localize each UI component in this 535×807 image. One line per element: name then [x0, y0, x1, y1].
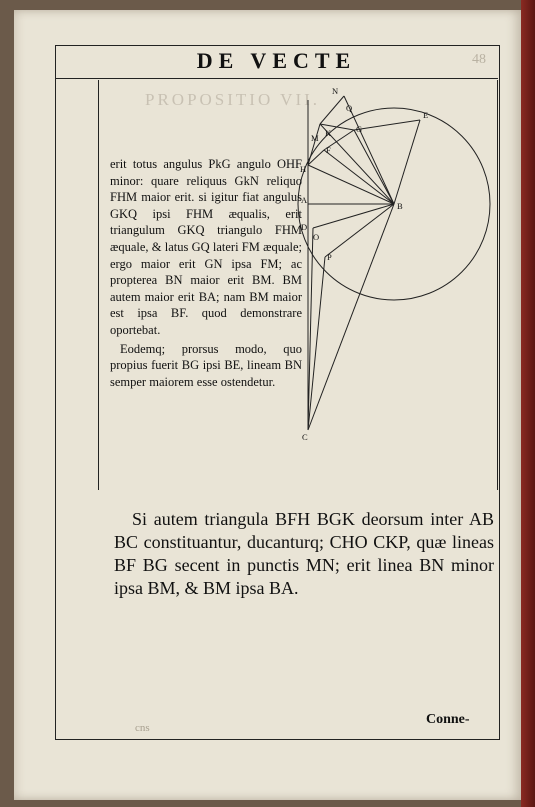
- diagram-line-MN: [320, 96, 344, 124]
- diagram-line-BE: [394, 120, 420, 204]
- diagram-label-A: A: [301, 195, 308, 205]
- main-paragraph: Si autem triangula BFH BGK deorsum inter AB BC constituantur, ducanturq; CHO CKP, quæ lineas BF BG secent in punctis MN; erit linea BN minor ipsa BM, & BM ipsa BA.: [114, 509, 494, 598]
- diagram-label-B: B: [397, 201, 403, 211]
- bleed-through-heading: PROPOSITIO VII.: [145, 90, 321, 109]
- diagram-label-E: E: [423, 110, 429, 120]
- diagram-label-Q: Q: [346, 103, 353, 113]
- paragraph: Eodemq; prorsus modo, quo propius fuerit BG ipsi BE, lineam BN semper maiorem esse ostendetur.: [110, 341, 302, 389]
- diagram-label-O: O: [313, 232, 320, 242]
- diagram-line-GE: [354, 120, 420, 130]
- diagram-label-G: G: [356, 124, 363, 134]
- diagram-label-H: H: [300, 164, 307, 174]
- diagram-label-K: K: [325, 128, 332, 138]
- left-column-text: [110, 156, 302, 390]
- diagram-line-BC: [308, 204, 394, 430]
- diagram-label-P: P: [327, 252, 332, 262]
- diagram-label-M: M: [311, 133, 319, 143]
- catchword: Conne-: [426, 712, 470, 727]
- diagram-line-BD: [313, 204, 394, 228]
- signature-mark: cns: [135, 722, 150, 734]
- page-number: 48: [472, 52, 486, 67]
- paragraph: erit totus angulus PkG angulo OHF minor: quare reliquus GkN reliquo FHM maior erit. si igitur fiat angulus GKQ ipsi FHM æqualis, erit triangulum GKQ triangulo FHM æquale, & latus GQ lateri FM æquale; ergo maior erit GN ipsa FM; ac propterea BN maior erit BM. BM autem maior erit BA; nam BM maior est ipsa BF. quod demonstrare oportebat.: [110, 157, 302, 337]
- diagram-label-F: F: [326, 145, 331, 155]
- diagram-label-D: D: [301, 222, 308, 232]
- page-title: DE VECTE: [196, 48, 357, 73]
- diagram-label-N: N: [332, 86, 339, 96]
- diagram-label-C: C: [302, 432, 308, 442]
